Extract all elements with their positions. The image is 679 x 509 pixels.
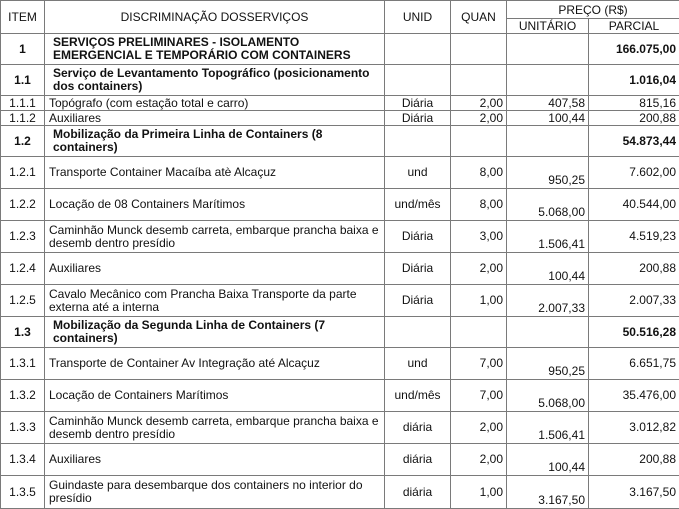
row-unid: Diária <box>385 285 451 317</box>
row-unid: diária <box>385 412 451 444</box>
header-description: DISCRIMINAÇÃO DOSSERVIÇOS <box>45 1 385 34</box>
row-parcial: 6.651,75 <box>589 348 679 380</box>
row-quan: 2,00 <box>451 96 507 111</box>
row-description: Serviço de Levantamento Topográfico (posicionamento dos containers) <box>45 65 385 96</box>
row-quan: 1,00 <box>451 476 507 509</box>
row-item: 1.2.2 <box>1 189 45 221</box>
row-item: 1.2 <box>1 126 45 157</box>
row-description: SERVIÇOS PRELIMINARES - ISOLAMENTO EMERGENCIAL E TEMPORÁRIO COM CONTAINERS <box>45 34 385 65</box>
row-unid: diária <box>385 444 451 476</box>
row-quan: 2,00 <box>451 444 507 476</box>
row-item: 1.2.1 <box>1 157 45 189</box>
row-parcial: 1.016,04 <box>589 65 679 96</box>
row-description: Guindaste para desembarque dos containers no interior do presídio <box>45 476 385 509</box>
row-unid <box>385 317 451 348</box>
row-item: 1.3.2 <box>1 380 45 412</box>
row-parcial: 35.476,00 <box>589 380 679 412</box>
row-unid: Diária <box>385 96 451 111</box>
row-parcial: 200,88 <box>589 111 679 126</box>
header-unid: UNID <box>385 1 451 34</box>
row-quan <box>451 126 507 157</box>
header-preco: PREÇO (R$) <box>507 1 679 19</box>
row-item: 1.2.4 <box>1 253 45 285</box>
table-row <box>1 221 679 253</box>
row-unitario <box>507 126 589 157</box>
row-quan <box>451 317 507 348</box>
row-unitario: 950,25 <box>507 348 589 380</box>
row-unid: und/mês <box>385 189 451 221</box>
row-unitario: 3.167,50 <box>507 476 589 509</box>
row-quan: 7,00 <box>451 348 507 380</box>
row-item: 1.3.5 <box>1 476 45 509</box>
row-quan: 2,00 <box>451 253 507 285</box>
row-unid: Diária <box>385 253 451 285</box>
row-parcial: 200,88 <box>589 444 679 476</box>
row-unitario: 1.506,41 <box>507 412 589 444</box>
row-unid: Diária <box>385 221 451 253</box>
row-quan: 8,00 <box>451 157 507 189</box>
row-description: Auxiliares <box>45 111 385 126</box>
table-row <box>1 412 679 444</box>
row-parcial: 200,88 <box>589 253 679 285</box>
row-unitario: 407,58 <box>507 96 589 111</box>
row-description: Caminhão Munck desemb carreta, embarque prancha baixa e desemb dentro presídio <box>45 221 385 253</box>
row-unid: Diária <box>385 111 451 126</box>
row-item: 1.1.1 <box>1 96 45 111</box>
header-unitario: UNITÁRIO <box>507 19 589 34</box>
row-item: 1.1.2 <box>1 111 45 126</box>
row-quan: 2,00 <box>451 412 507 444</box>
row-description: Transporte Container Macaíba atè Alcaçuz <box>45 157 385 189</box>
row-item: 1.3.1 <box>1 348 45 380</box>
row-unitario: 950,25 <box>507 157 589 189</box>
row-item: 1.2.5 <box>1 285 45 317</box>
row-unitario <box>507 317 589 348</box>
row-item: 1.2.3 <box>1 221 45 253</box>
row-description: Auxiliares <box>45 253 385 285</box>
table-row <box>1 253 679 285</box>
header-quan: QUAN <box>451 1 507 34</box>
row-quan: 2,00 <box>451 111 507 126</box>
row-item: 1.3 <box>1 317 45 348</box>
row-unid: und <box>385 157 451 189</box>
row-unitario: 100,44 <box>507 253 589 285</box>
table-row <box>1 285 679 317</box>
row-parcial: 815,16 <box>589 96 679 111</box>
row-parcial: 54.873,44 <box>589 126 679 157</box>
row-description: Locação de 08 Containers Marítimos <box>45 189 385 221</box>
section-row <box>1 65 679 96</box>
row-parcial: 3.167,50 <box>589 476 679 509</box>
row-description: Cavalo Mecânico com Prancha Baixa Transporte da parte externa até a interna <box>45 285 385 317</box>
row-item: 1.1 <box>1 65 45 96</box>
row-item: 1.3.4 <box>1 444 45 476</box>
row-unitario <box>507 65 589 96</box>
table-row <box>1 96 679 111</box>
row-quan <box>451 65 507 96</box>
row-unitario: 5.068,00 <box>507 189 589 221</box>
row-unid: diária <box>385 476 451 509</box>
row-unitario: 2.007,33 <box>507 285 589 317</box>
row-description: Mobilização da Segunda Linha de Containers (7 containers) <box>45 317 385 348</box>
section-row <box>1 317 679 348</box>
section-row <box>1 126 679 157</box>
row-description: Topógrafo (com estação total e carro) <box>45 96 385 111</box>
row-parcial: 166.075,00 <box>589 34 679 65</box>
table-row <box>1 348 679 380</box>
section-row <box>1 34 679 65</box>
row-description: Auxiliares <box>45 444 385 476</box>
row-description: Caminhão Munck desemb carreta, embarque prancha baixa e desemb dentro presídio <box>45 412 385 444</box>
row-unitario: 100,44 <box>507 111 589 126</box>
row-parcial: 2.007,33 <box>589 285 679 317</box>
header-item: ITEM <box>1 1 45 34</box>
table-row <box>1 111 679 126</box>
row-unitario <box>507 34 589 65</box>
row-item: 1 <box>1 34 45 65</box>
table-row <box>1 380 679 412</box>
row-description: Mobilização da Primeira Linha de Containers (8 containers) <box>45 126 385 157</box>
row-quan: 3,00 <box>451 221 507 253</box>
row-quan: 8,00 <box>451 189 507 221</box>
row-unitario: 5.068,00 <box>507 380 589 412</box>
row-unitario: 100,44 <box>507 444 589 476</box>
row-parcial: 40.544,00 <box>589 189 679 221</box>
row-parcial: 7.602,00 <box>589 157 679 189</box>
table-row <box>1 444 679 476</box>
row-description: Locação de Containers Marítimos <box>45 380 385 412</box>
row-unid: und <box>385 348 451 380</box>
row-quan <box>451 34 507 65</box>
table-row <box>1 189 679 221</box>
row-unid <box>385 34 451 65</box>
table-row <box>1 157 679 189</box>
table-row <box>1 476 679 509</box>
row-parcial: 3.012,82 <box>589 412 679 444</box>
row-description: Transporte de Container Av Integração até Alcaçuz <box>45 348 385 380</box>
row-quan: 7,00 <box>451 380 507 412</box>
header-parcial: PARCIAL <box>589 19 679 34</box>
row-unid <box>385 126 451 157</box>
row-quan: 1,00 <box>451 285 507 317</box>
row-item: 1.3.3 <box>1 412 45 444</box>
row-unid <box>385 65 451 96</box>
row-unitario: 1.506,41 <box>507 221 589 253</box>
row-parcial: 50.516,28 <box>589 317 679 348</box>
row-parcial: 4.519,23 <box>589 221 679 253</box>
row-unid: und/mês <box>385 380 451 412</box>
